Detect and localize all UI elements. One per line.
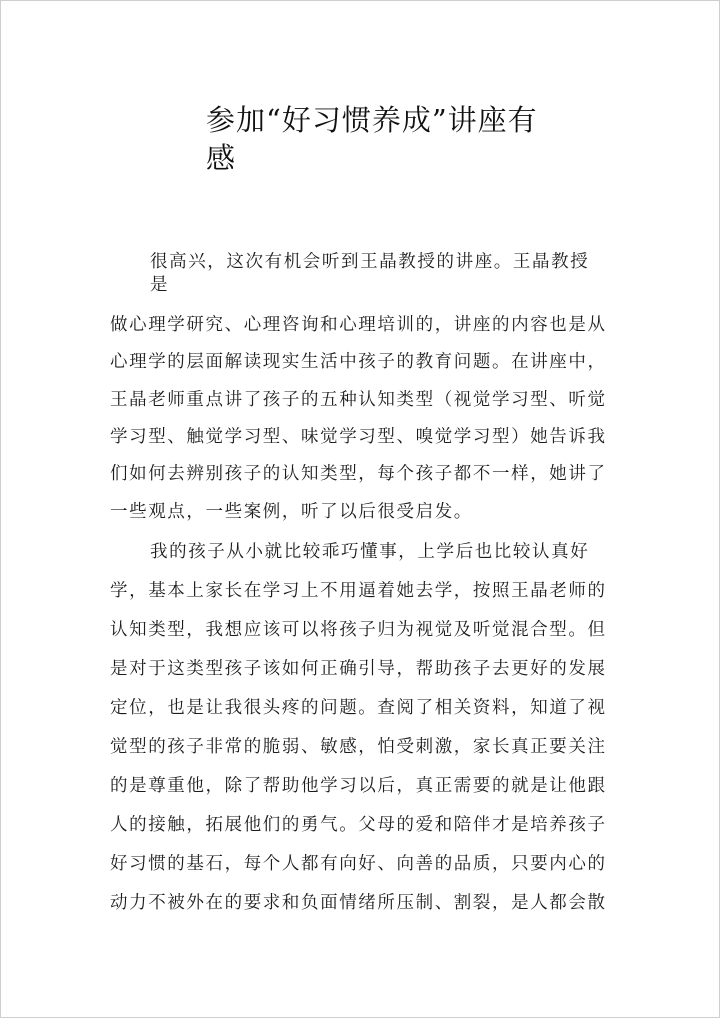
title-line-1: 参加“好习惯养成”讲座有 (206, 103, 538, 137)
paragraph-2-line-6: 觉型的孩子非常的脆弱、敏感，怕受刺激，家长真正要关注 (110, 737, 607, 757)
paragraph-1-line-3: 做心理学研究、心理咨询和心理培训的，讲座的内容也是从 (110, 315, 607, 335)
paragraph-2-line-9: 好习惯的基石，每个人都有向好、向善的品质，只要内心的 (110, 854, 607, 874)
paragraph-1-line-4: 心理学的层面解读现实生活中孩子的教育问题。在讲座中， (110, 352, 607, 372)
paragraph-2-line-7: 的是尊重他，除了帮助他学习以后，真正需要的就是让他跟 (110, 776, 607, 796)
paragraph-2-line-8: 人的接触，拓展他们的勇气。父母的爱和陪伴才是培养孩子 (110, 815, 607, 835)
paragraph-1-line-6: 学习型、触觉学习型、味觉学习型、嗅觉学习型）她告诉我 (110, 427, 607, 447)
paragraph-2-line-4: 是对于这类型孩子该如何正确引导，帮助孩子去更好的发展 (110, 659, 607, 679)
title-line-2: 感 (206, 141, 237, 175)
paragraph-2-line-5: 定位，也是让我很头疼的问题。查阅了相关资料，知道了视 (110, 698, 607, 718)
paragraph-2-line-3: 认知类型，我想应该可以将孩子归为视觉及听觉混合型。但 (110, 620, 607, 640)
paragraph-1-line-5: 王晶老师重点讲了孩子的五种认知类型（视觉学习型、听觉 (110, 390, 607, 410)
paragraph-2-line-2: 学，基本上家长在学习上不用逼着她去学，按照王晶老师的 (110, 581, 607, 601)
paragraph-1-line-2: 是 (150, 275, 170, 295)
paragraph-2-line-1: 我的孩子从小就比较乖巧懂事，上学后也比较认真好 (150, 542, 590, 562)
paragraph-1-line-7: 们如何去辨别孩子的认知类型，每个孩子都不一样，她讲了 (110, 464, 607, 484)
document-title (206, 101, 536, 177)
paragraph-1-line-1: 很高兴，这次有机会听到王晶教授的讲座。王晶教授 (150, 252, 590, 272)
paragraph-2-line-10: 动力不被外在的要求和负面情绪所压制、割裂，是人都会散 (110, 893, 607, 913)
paragraph-1-line-8: 一些观点，一些案例，听了以后很受启发。 (110, 502, 473, 522)
